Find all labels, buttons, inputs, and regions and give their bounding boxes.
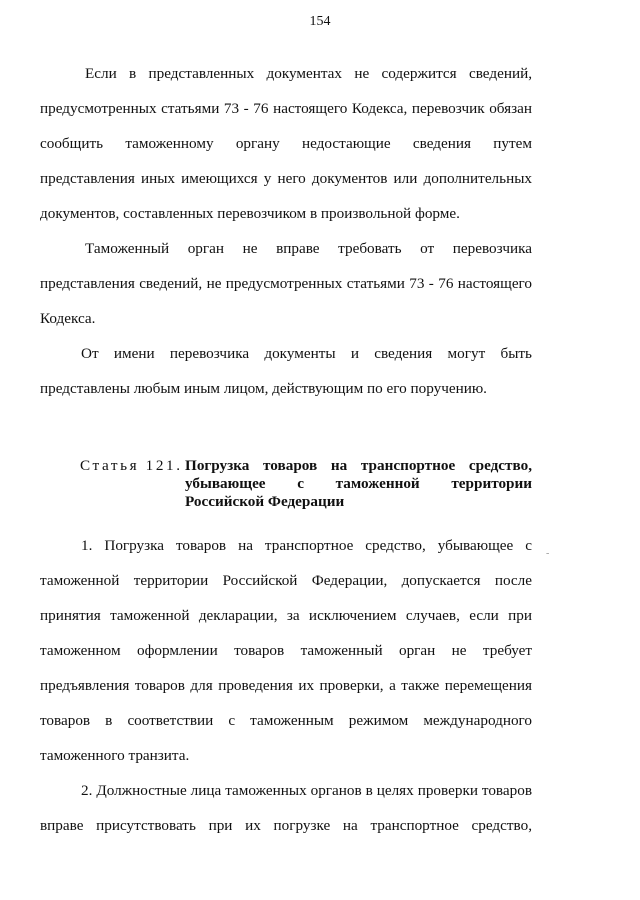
article-paragraph-2-line-1: 2. Должностные лица таможенных органов в целях проверки товаров xyxy=(81,782,532,799)
page-number: 154 xyxy=(309,14,331,29)
article-paragraph-1-line-7: таможенного транзита. xyxy=(40,747,190,764)
paragraph-1-line-3: сообщить таможенному органу недостающие сведения путем xyxy=(40,135,532,152)
paragraph-3-line-2: представлены любым иным лицом, действующим по его поручению. xyxy=(40,380,487,397)
article-title-line-1: Погрузка товаров на транспортное средство, xyxy=(185,457,532,474)
paragraph-3-line-1: От имени перевозчика документы и сведения могут быть xyxy=(81,345,532,362)
article-number: Статья 121. xyxy=(80,457,183,474)
paragraph-1-line-1: Если в представленных документах не содержится сведений, xyxy=(85,65,532,82)
article-paragraph-1-line-2: таможенной территории Российской Федерации, допускается после xyxy=(40,572,532,589)
article-title-line-3: Российской Федерации xyxy=(185,493,345,510)
article-paragraph-1-line-4: таможенном оформлении товаров таможенный орган не требует xyxy=(40,642,532,659)
paragraph-2-line-3: Кодекса. xyxy=(40,310,96,327)
article-paragraph-1-line-5: предъявления товаров для проведения их проверки, а также перемещения xyxy=(40,677,532,694)
paragraph-1-line-5: документов, составленных перевозчиком в произвольной форме. xyxy=(40,205,460,222)
margin-mark: - xyxy=(546,548,550,559)
article-paragraph-2-line-2: вправе присутствовать при их погрузке на транспортное средство, xyxy=(40,817,532,834)
paragraph-2-line-2: представления сведений, не предусмотренных статьями 73 - 76 настоящего xyxy=(40,275,532,292)
article-title-line-2: убывающее с таможенной территории xyxy=(185,475,532,492)
paragraph-1-line-4: представления иных имеющихся у него документов или дополнительных xyxy=(40,170,532,187)
article-paragraph-1-line-1: 1. Погрузка товаров на транспортное средство, убывающее с xyxy=(81,537,532,554)
paragraph-2-line-1: Таможенный орган не вправе требовать от перевозчика xyxy=(85,240,532,257)
paragraph-1-line-2: предусмотренных статьями 73 - 76 настоящего Кодекса, перевозчик обязан xyxy=(40,100,532,117)
article-paragraph-1-line-6: товаров в соответствии с таможенным режимом международного xyxy=(40,712,532,729)
article-paragraph-1-line-3: принятия таможенной декларации, за исключением случаев, если при xyxy=(40,607,532,624)
